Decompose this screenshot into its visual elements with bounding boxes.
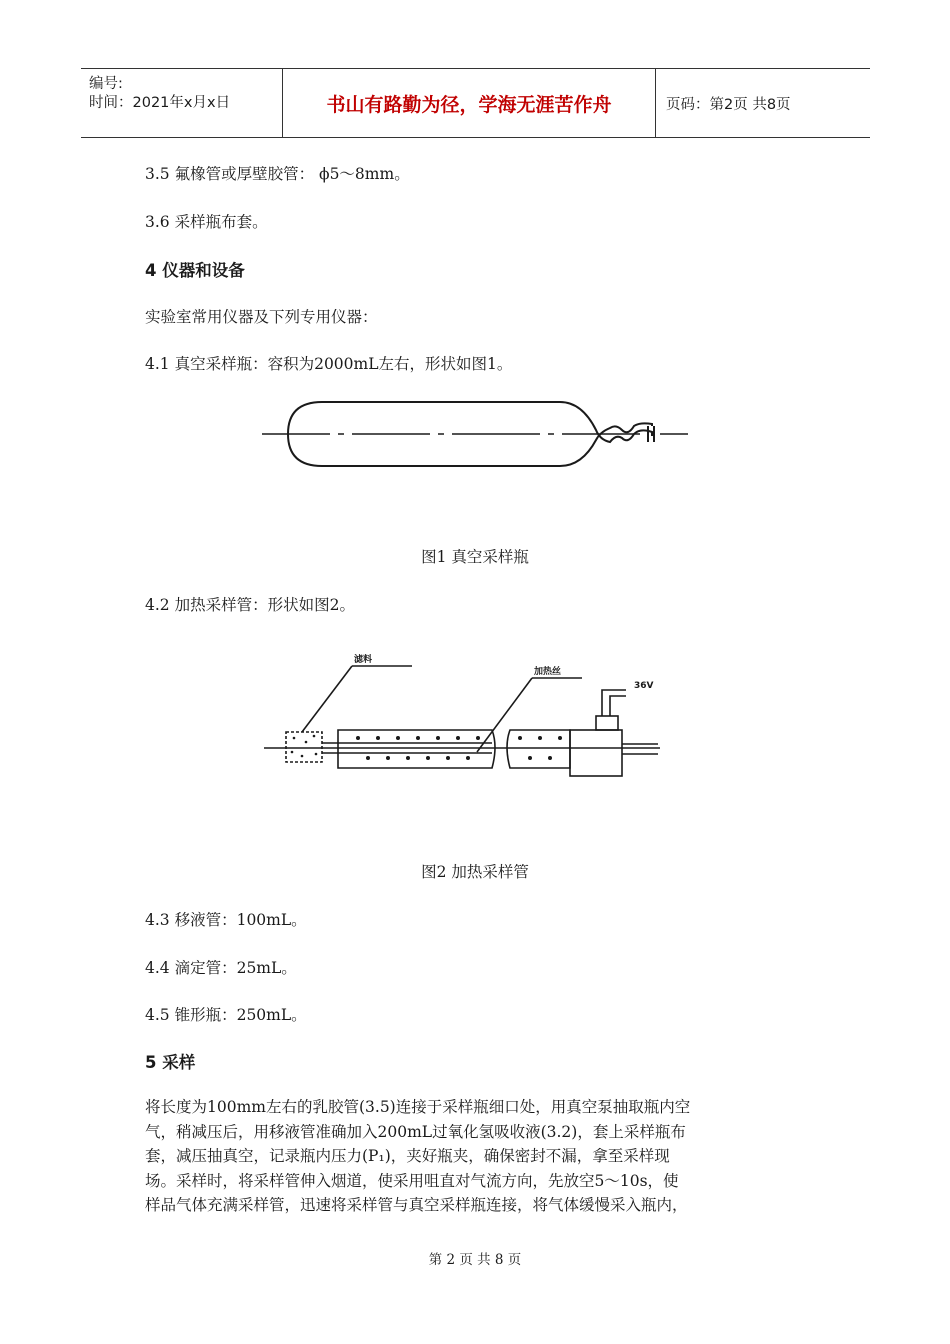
figure-1-caption: 图1 真空采样瓶 [421,548,529,566]
paragraph-line-4: 场。采样时，将采样管伸入烟道，使采用咀直对气流方向，先放空5～10s，使 [145,1171,679,1190]
paragraph-line-5: 样品气体充满采样管，迅速将采样管与真空采样瓶连接，将气体缓慢采入瓶内， [145,1196,688,1214]
figure-1-vacuum-bottle [260,390,700,480]
item-4-1: 4.1 真空采样瓶：容积为2000mL左右，形状如图1。 [145,355,513,373]
page-header [81,68,870,138]
paragraph-line-1: 将长度为100mm左右的乳胶管(3.5)连接于采样瓶细口处，用真空泵抽取瓶内空 [145,1098,691,1116]
section-5-heading: 5 采样 [145,1053,196,1072]
item-4-2: 4.2 加热采样管：形状如图2。 [145,596,355,614]
item-4-4: 4.4 滴定管：25mL。 [145,959,297,977]
section-4-intro: 实验室常用仪器及下列专用仪器： [145,308,378,326]
header-meta [81,69,283,137]
figure-2-label-heater: 加热丝 [534,667,562,677]
item-4-3: 4.3 移液管：100mL。 [145,911,307,929]
item-3-6: 3.6 采样瓶布套。 [145,213,268,231]
document-number-label: 编号: [89,76,123,92]
header-page-number: 页码：第2页 共8页 [666,96,791,113]
item-3-5: 3.5 氟橡管或厚壁胶管： ϕ5～8mm。 [145,165,410,183]
item-4-5: 4.5 锥形瓶：250mL。 [145,1006,307,1024]
document-time-label: 时间：2021年x月x日 [89,95,231,111]
sampling-paragraph [145,1095,805,1218]
figure-2-heated-tube [262,650,662,780]
figure-2-label-filter: 滤料 [354,655,373,665]
paragraph-line-2: 气，稍减压后，用移液管准确加入200mL过氧化氢吸收液(3.2)，套上采样瓶布 [145,1122,686,1141]
figure-2-label-voltage: 36V [634,681,654,691]
section-4-heading: 4 仪器和设备 [145,261,245,280]
paragraph-line-3: 套，减压抽真空，记录瓶内压力(P₁)，夹好瓶夹，确保密封不漏，拿至采样现 [145,1147,670,1165]
header-motto: 书山有路勤为径，学海无涯苦作舟 [283,69,656,137]
figure-2-caption: 图2 加热采样管 [421,863,529,881]
page-footer: 第 2 页 共 8 页 [428,1252,522,1268]
